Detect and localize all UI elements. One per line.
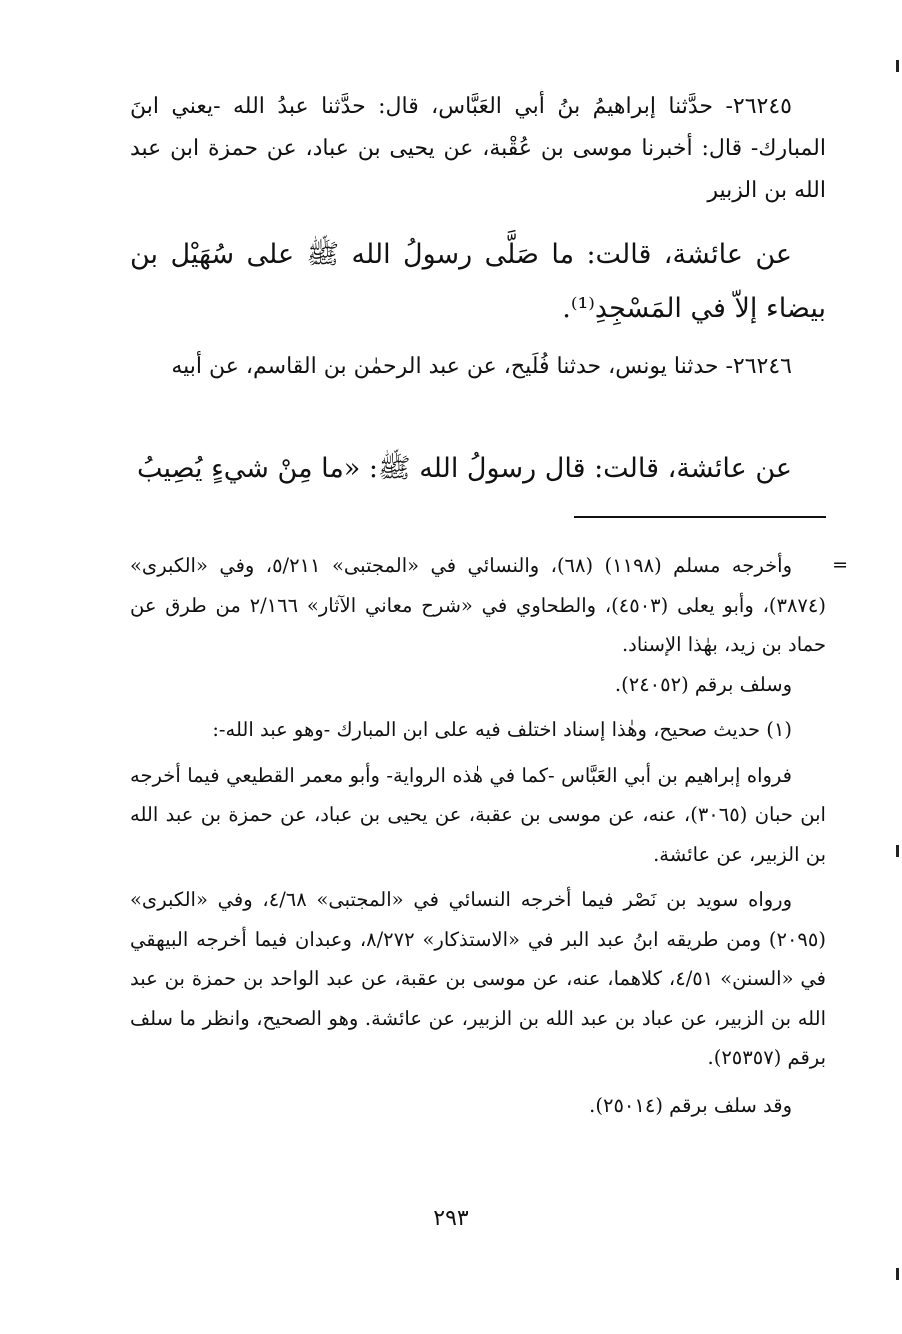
scan-edge-mark xyxy=(896,845,899,857)
footnote-separator xyxy=(574,516,826,518)
footnote-paragraph xyxy=(130,546,826,665)
footnote-continuation-mark: = xyxy=(832,554,848,576)
hadith-26245-matn xyxy=(130,228,826,336)
footnote-text: وسلف برقم (٢٤٠٥٢). xyxy=(614,672,792,696)
footnote-paragraph xyxy=(130,665,826,705)
footnote-text: وقد سلف برقم (٢٥٠١٤). xyxy=(589,1093,792,1117)
hadith-isnad-text: ٢٦٢٤٥- حدَّثنا إبراهيمُ بنُ أبي العَبَّاس، قال: حدَّثنا عبدُ الله -يعني ابنَ المبارك- قال: أخبرنا موسى بن عُقْبة، عن يحيى بن عباد، عن حمزة ابن عبد الله بن الزبير xyxy=(130,94,826,203)
footnote-text: (١) حديث صحيح، وهٰذا إسناد اختلف فيه على ابن المبارك -وهو عبد الله-: xyxy=(212,718,792,741)
hadith-matn-text: عن عائشة، قالت: ما صَلَّى رسولُ الله ﷺ على سُهَيْل بن بيضاء إلاّ في المَسْجِدِ⁽¹⁾. xyxy=(130,239,826,324)
footnote-text: ورواه سويد بن نَصْر فيما أخرجه النسائي في «المجتبى» ٤/٦٨، وفي «الكبرى» (٢٠٩٥) ومن طريقه ابنُ عبد البر في «الاستذكار» ٨/٢٧٢، وعبدان فيما أخرجه البيهقي في «السنن» ٤/٥١، كلاهما، عنه، عن موسى بن عقبة، عن عبد الواحد بن حمزة بن عبد الله بن الزبير، عن عباد بن عبد الله بن الزبير، عن عائشة. وهو الصحيح، وانظر ما سلف برقم (٢٥٣٥٧). xyxy=(130,888,826,1069)
footnote-paragraph xyxy=(130,1086,826,1126)
scan-edge-mark xyxy=(896,1268,899,1280)
footnote-text: وأخرجه مسلم (١١٩٨) (٦٨)، والنسائي في «المجتبى» ٥/٢١١، وفي «الكبرى» (٣٨٧٤)، وأبو يعلى (٤٥٠٣)، والطحاوي في «شرح معاني الآثار» ٢/١٦٦ من طرق عن حماد بن زيد، بهٰذا الإسناد. xyxy=(130,554,826,656)
hadith-matn-text: عن عائشة، قالت: قال رسولُ الله ﷺ: «ما مِنْ شيءٍ يُصِيبُ xyxy=(136,453,792,484)
scan-edge-mark xyxy=(896,60,899,72)
hadith-isnad-text: ٢٦٢٤٦- حدثنا يونس، حدثنا فُلَيح، عن عبد الرحمٰن بن القاسم، عن أبيه xyxy=(171,354,792,379)
hadith-26246-isnad xyxy=(130,346,826,388)
footnote-paragraph xyxy=(130,756,826,875)
footnote-paragraph xyxy=(130,880,826,1078)
footnotes xyxy=(130,546,848,1125)
hadith-26246-matn xyxy=(130,442,826,496)
footnote-text: فرواه إبراهيم بن أبي العَبَّاس -كما في هٰذه الرواية- وأبو معمر القطيعي فيما أخرجه ابن حبان (٣٠٦٥)، عنه، عن موسى بن عقبة، عن يحيى بن عباد، عن حمزة بن عبد الله بن الزبير، عن عائشة. xyxy=(130,763,826,866)
hadith-26245-isnad xyxy=(130,86,826,212)
page-number: ٢٩٣ xyxy=(433,1206,469,1231)
footnote-paragraph xyxy=(130,710,826,750)
